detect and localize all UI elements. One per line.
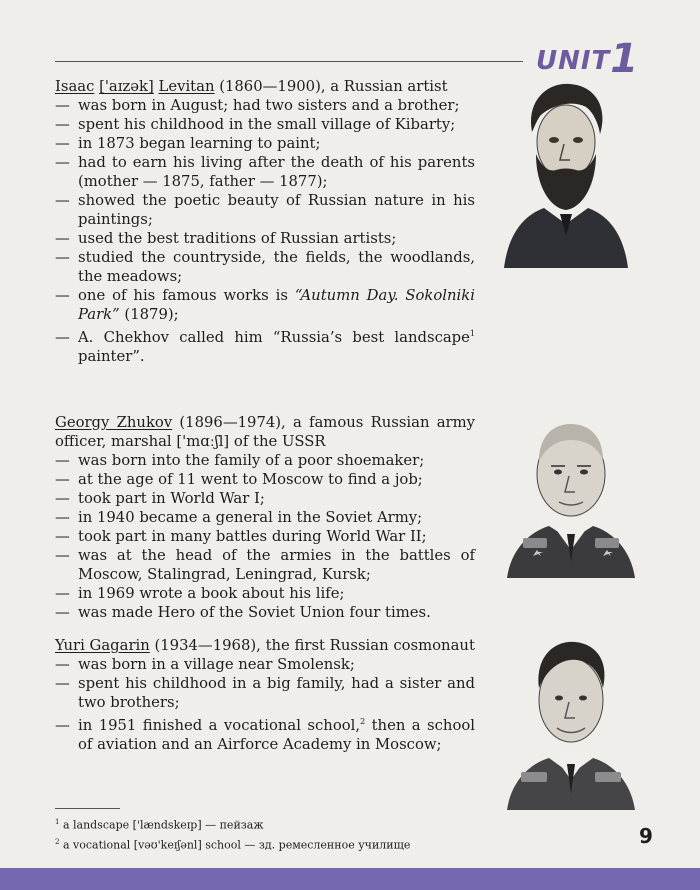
zhukov-fact: — in 1969 wrote a book about his life; <box>55 585 345 602</box>
footnote-ref-1: 1 <box>469 329 475 338</box>
unit-number: 1 <box>610 36 640 82</box>
gagarin-section <box>55 636 475 754</box>
unit-word: UNIT <box>536 46 611 76</box>
zhukov-fact: — took part in many battles during World War II; <box>55 528 427 545</box>
levitan-section <box>55 77 475 366</box>
levitan-works: — one of his famous works is “Autumn Day. Sokolniki Park” (1879); <box>55 287 475 323</box>
gagarin-school: — in 1951 finished a vocational school,$^2$ then a school of aviation and an Airforce Academy in Moscow; <box>55 716 475 753</box>
levitan-name: Isaac <box>55 78 95 95</box>
zhukov-heading: Georgy Zhukov (1896—1974), a famous Russian army officer, marshal ['mɑːʃl] of the USSR <box>55 414 476 450</box>
levitan-fact: — had to earn his living after the death of his parents (mother — 1875, father — 1877); <box>55 154 475 190</box>
levitan-fact: — studied the countryside, the fields, the woodlands, the meadows; <box>55 249 475 285</box>
gagarin-name: Yuri Gagarin <box>55 637 150 654</box>
levitan-ipa: ['aɪzək] <box>99 78 154 95</box>
zhukov-fact: — took part in World War I; <box>55 490 265 507</box>
page-number: 9 <box>639 824 653 848</box>
zhukov-fact: — at the age of 11 went to Moscow to find a job; <box>55 471 423 488</box>
levitan-portrait <box>500 76 632 268</box>
gagarin-fact: — spent his childhood in a big family, had a sister and two brothers; <box>55 675 475 711</box>
zhukov-section <box>55 413 475 622</box>
levitan-heading <box>55 77 475 96</box>
gagarin-heading: Yuri Gagarin (1934—1968), the first Russian cosmonaut <box>55 637 475 654</box>
zhukov-fact: — was born into the family of a poor shoemaker; <box>55 452 425 469</box>
artwork-title: “Autumn Day. Sokolniki Park” <box>78 287 475 323</box>
footnote-1: $^1$ a landscape ['lændskeɪp] — пейзаж <box>55 818 264 832</box>
zhukov-fact: — was made Hero of the Soviet Union four times. <box>55 604 431 621</box>
levitan-fact: — showed the poetic beauty of Russian nature in his paintings; <box>55 192 475 228</box>
footnotes <box>55 808 495 853</box>
levitan-chekhov: — A. Chekhov called him “Russia’s best landscape$^1$ painter”. <box>55 328 475 365</box>
header-rule <box>55 61 523 62</box>
gagarin-portrait <box>505 634 637 810</box>
levitan-fact: — in 1873 began learning to paint; <box>55 135 321 152</box>
levitan-fact: — spent his childhood in the small village of Kibarty; <box>55 116 456 133</box>
footnote-2: $^2$ a vocational [vəʊ'keɪʃənl] school — зд. ремесленное училище <box>55 837 411 852</box>
levitan-surname: Levitan <box>158 78 215 95</box>
footnote-rule <box>55 808 120 809</box>
zhukov-portrait <box>505 410 637 578</box>
levitan-fact: — used the best traditions of Russian artists; <box>55 230 397 247</box>
footnote-ref-2: 2 <box>360 717 366 726</box>
gagarin-fact: — was born in a village near Smolensk; <box>55 656 355 673</box>
zhukov-fact: — in 1940 became a general in the Soviet Army; <box>55 509 423 526</box>
levitan-dates: (1860—1900), a Russian artist <box>214 78 448 95</box>
levitan-fact: — was born in August; had two sisters and a brother; <box>55 97 460 114</box>
zhukov-fact: — was at the head of the armies in the battles of Moscow, Stalingrad, Leningrad, Kursk; <box>55 547 475 583</box>
bottom-band <box>0 868 700 890</box>
zhukov-name: Georgy Zhukov <box>55 414 173 431</box>
unit-badge <box>536 33 640 82</box>
